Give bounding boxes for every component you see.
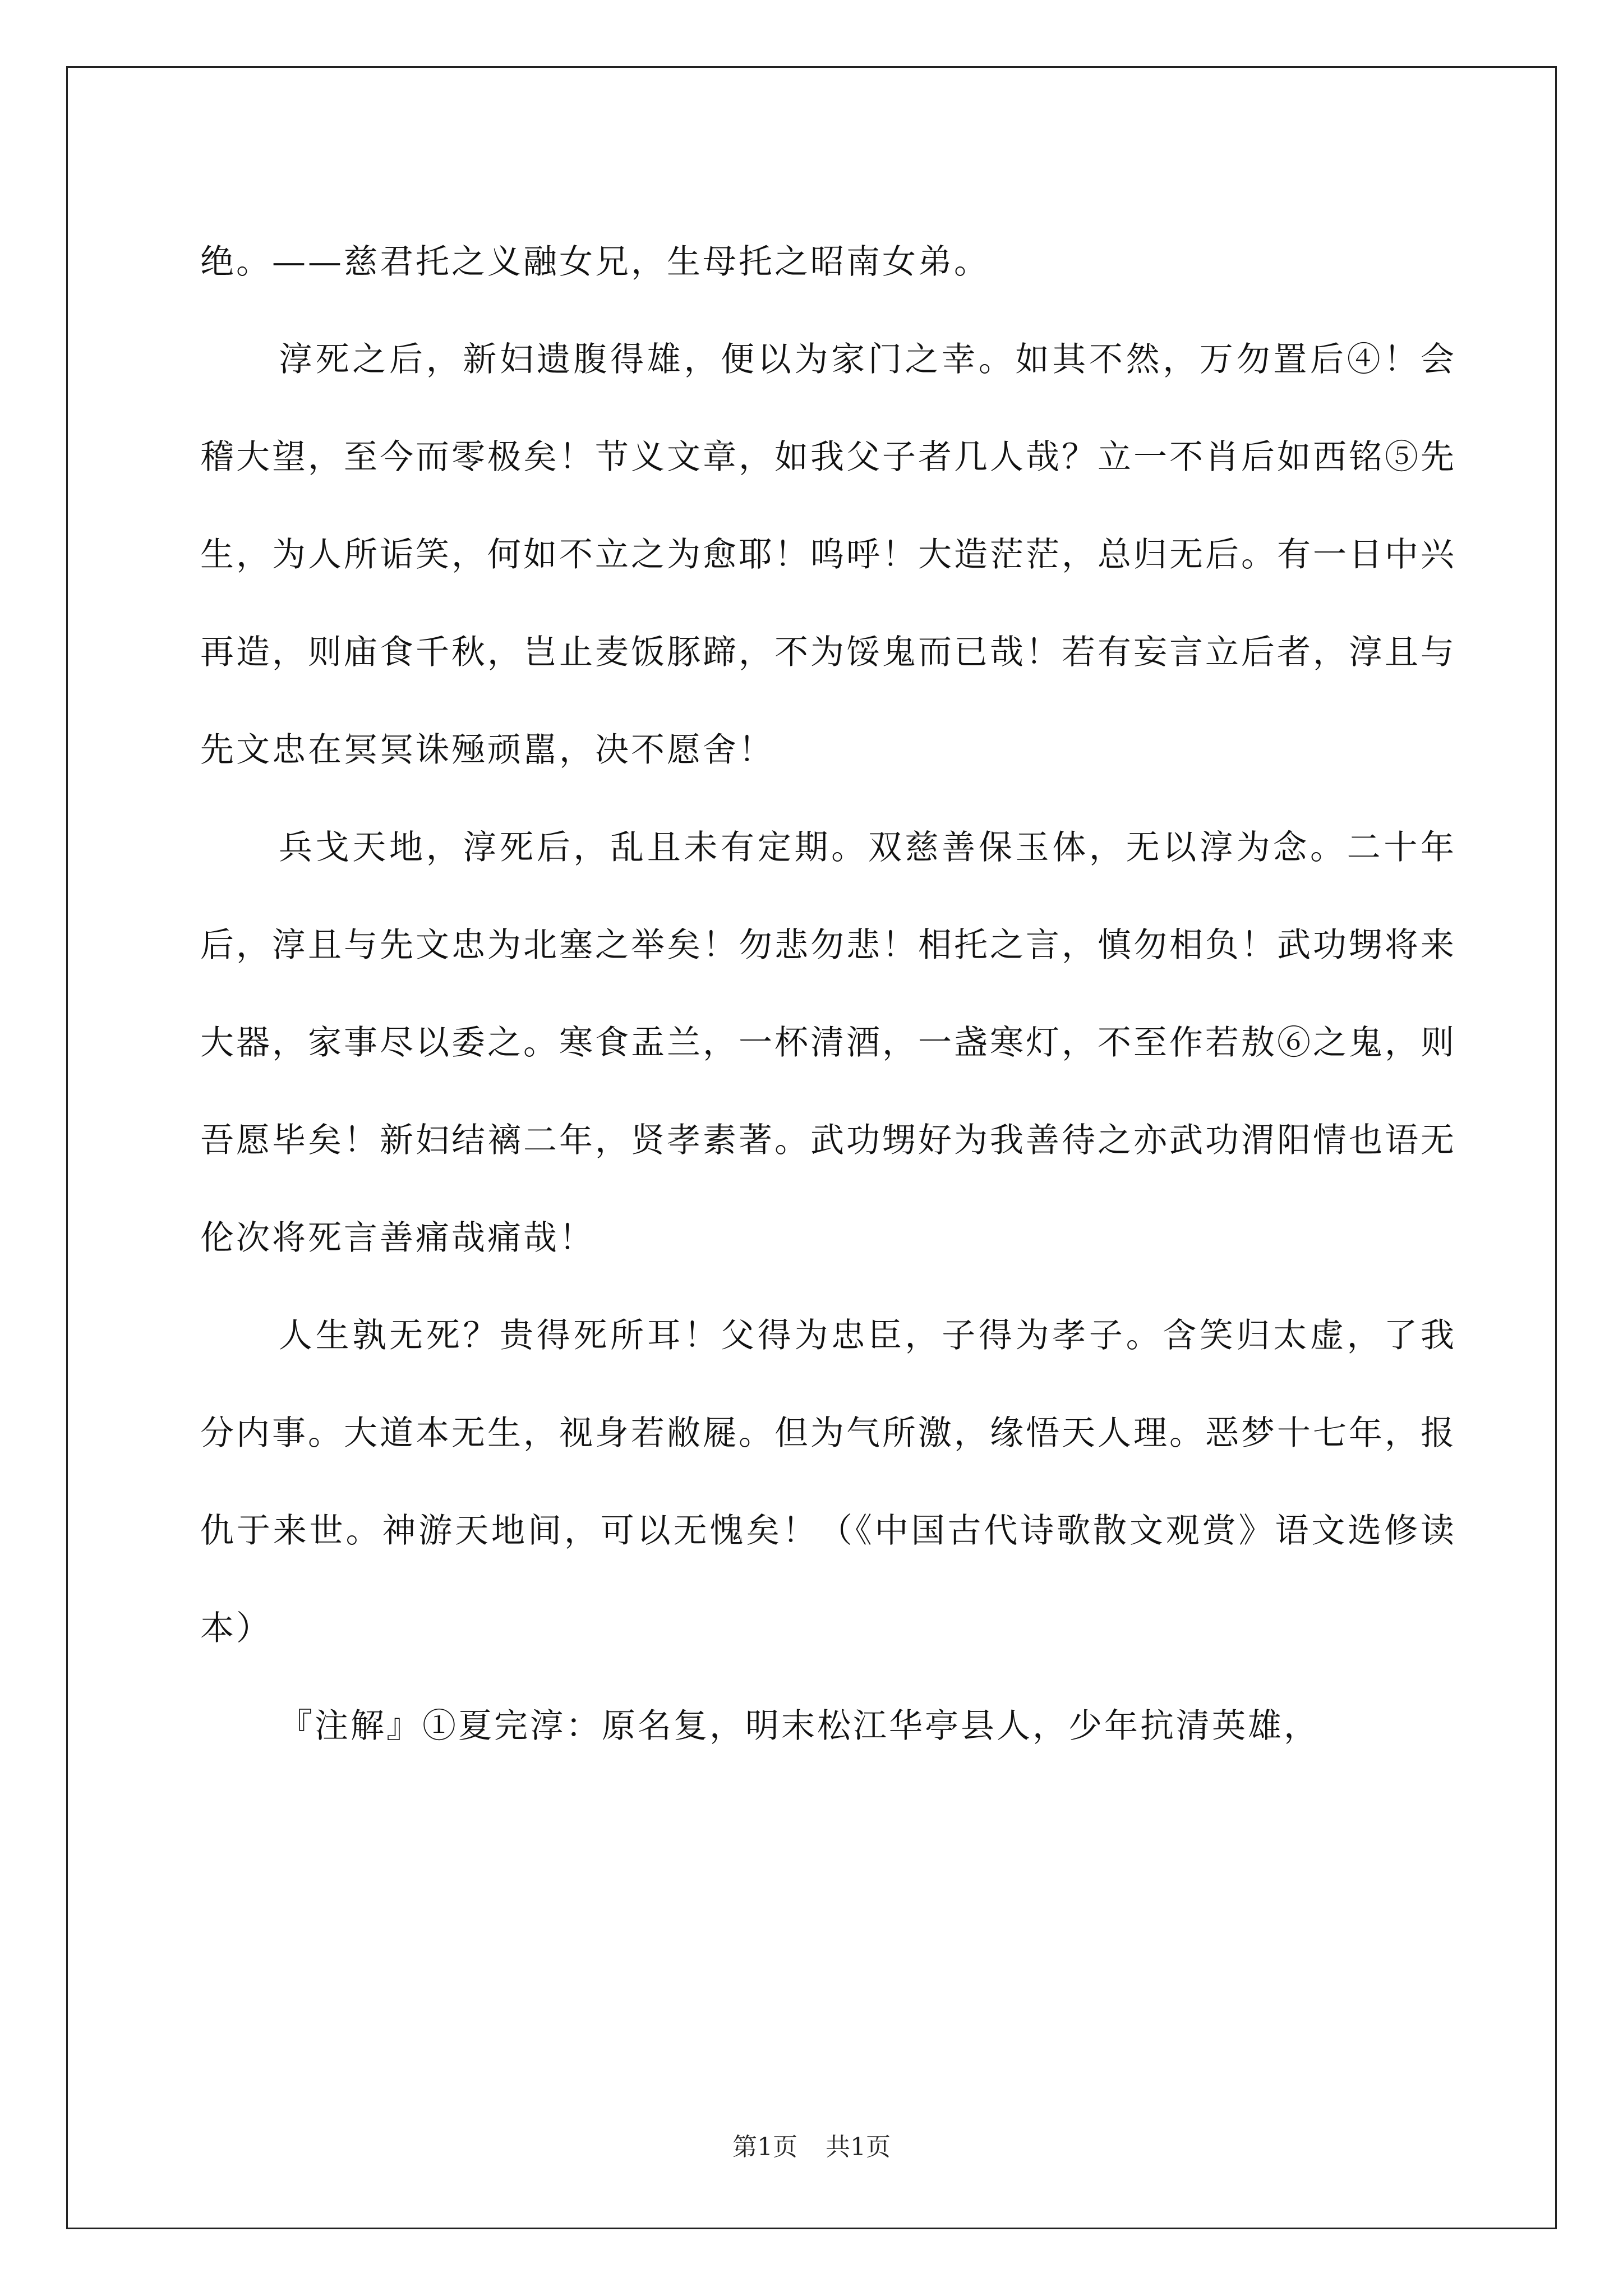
page-footer: [0, 2131, 1623, 2164]
paragraph: 绝。——慈君托之义融女兄，生母托之昭南女弟。: [200, 242, 990, 282]
annotation-paragraph: 『注解』①夏完淳：原名复，明末松江华亭县人，少年抗清英雄，: [279, 1706, 1320, 1746]
page-total: 共1页: [826, 2133, 891, 2161]
page-number: 第1页: [732, 2133, 797, 2161]
paragraph: 兵戈天地，淳死后，乱且未有定期。双慈善保玉体，无以淳为念。二十年后，淳且与先文忠为北塞之举矣！勿悲勿悲！相托之言，慎勿相负！武功甥将来大器，家事尽以委之。寒食盂兰，一杯清酒，一盏寒灯，不至作若敖⑥之鬼，则吾愿毕矣！新妇结褵二年，贤孝素著。武功甥好为我善待之亦武功渭阳情也语无伦次将死言善痛哉痛哉！: [200, 828, 1456, 1258]
paragraph: 淳死之后，新妇遗腹得雄，便以为家门之幸。如其不然，万勿置后④！会稽大望，至今而零极矣！节义文章，如我父子者几人哉？立一不肖后如西铭⑤先生，为人所诟笑，何如不立之为愈耶！呜呼！大造茫茫，总归无后。有一日中兴再造，则庙食千秋，岂止麦饭豚蹄，不为馁鬼而已哉！若有妄言立后者，淳且与先文忠在冥冥诛殛顽嚚，决不愿舍！: [200, 340, 1456, 770]
paragraph: 人生孰无死？贵得死所耳！父得为忠臣，子得为孝子。含笑归太虚，了我分内事。大道本无生，视身若敝屣。但为气所激，缘悟天人理。恶梦十七年，报仇于来世。神游天地间，可以无愧矣！（《中国古代诗歌散文观赏》语文选修读本）: [200, 1316, 1456, 1648]
document-body: [200, 213, 1456, 1775]
